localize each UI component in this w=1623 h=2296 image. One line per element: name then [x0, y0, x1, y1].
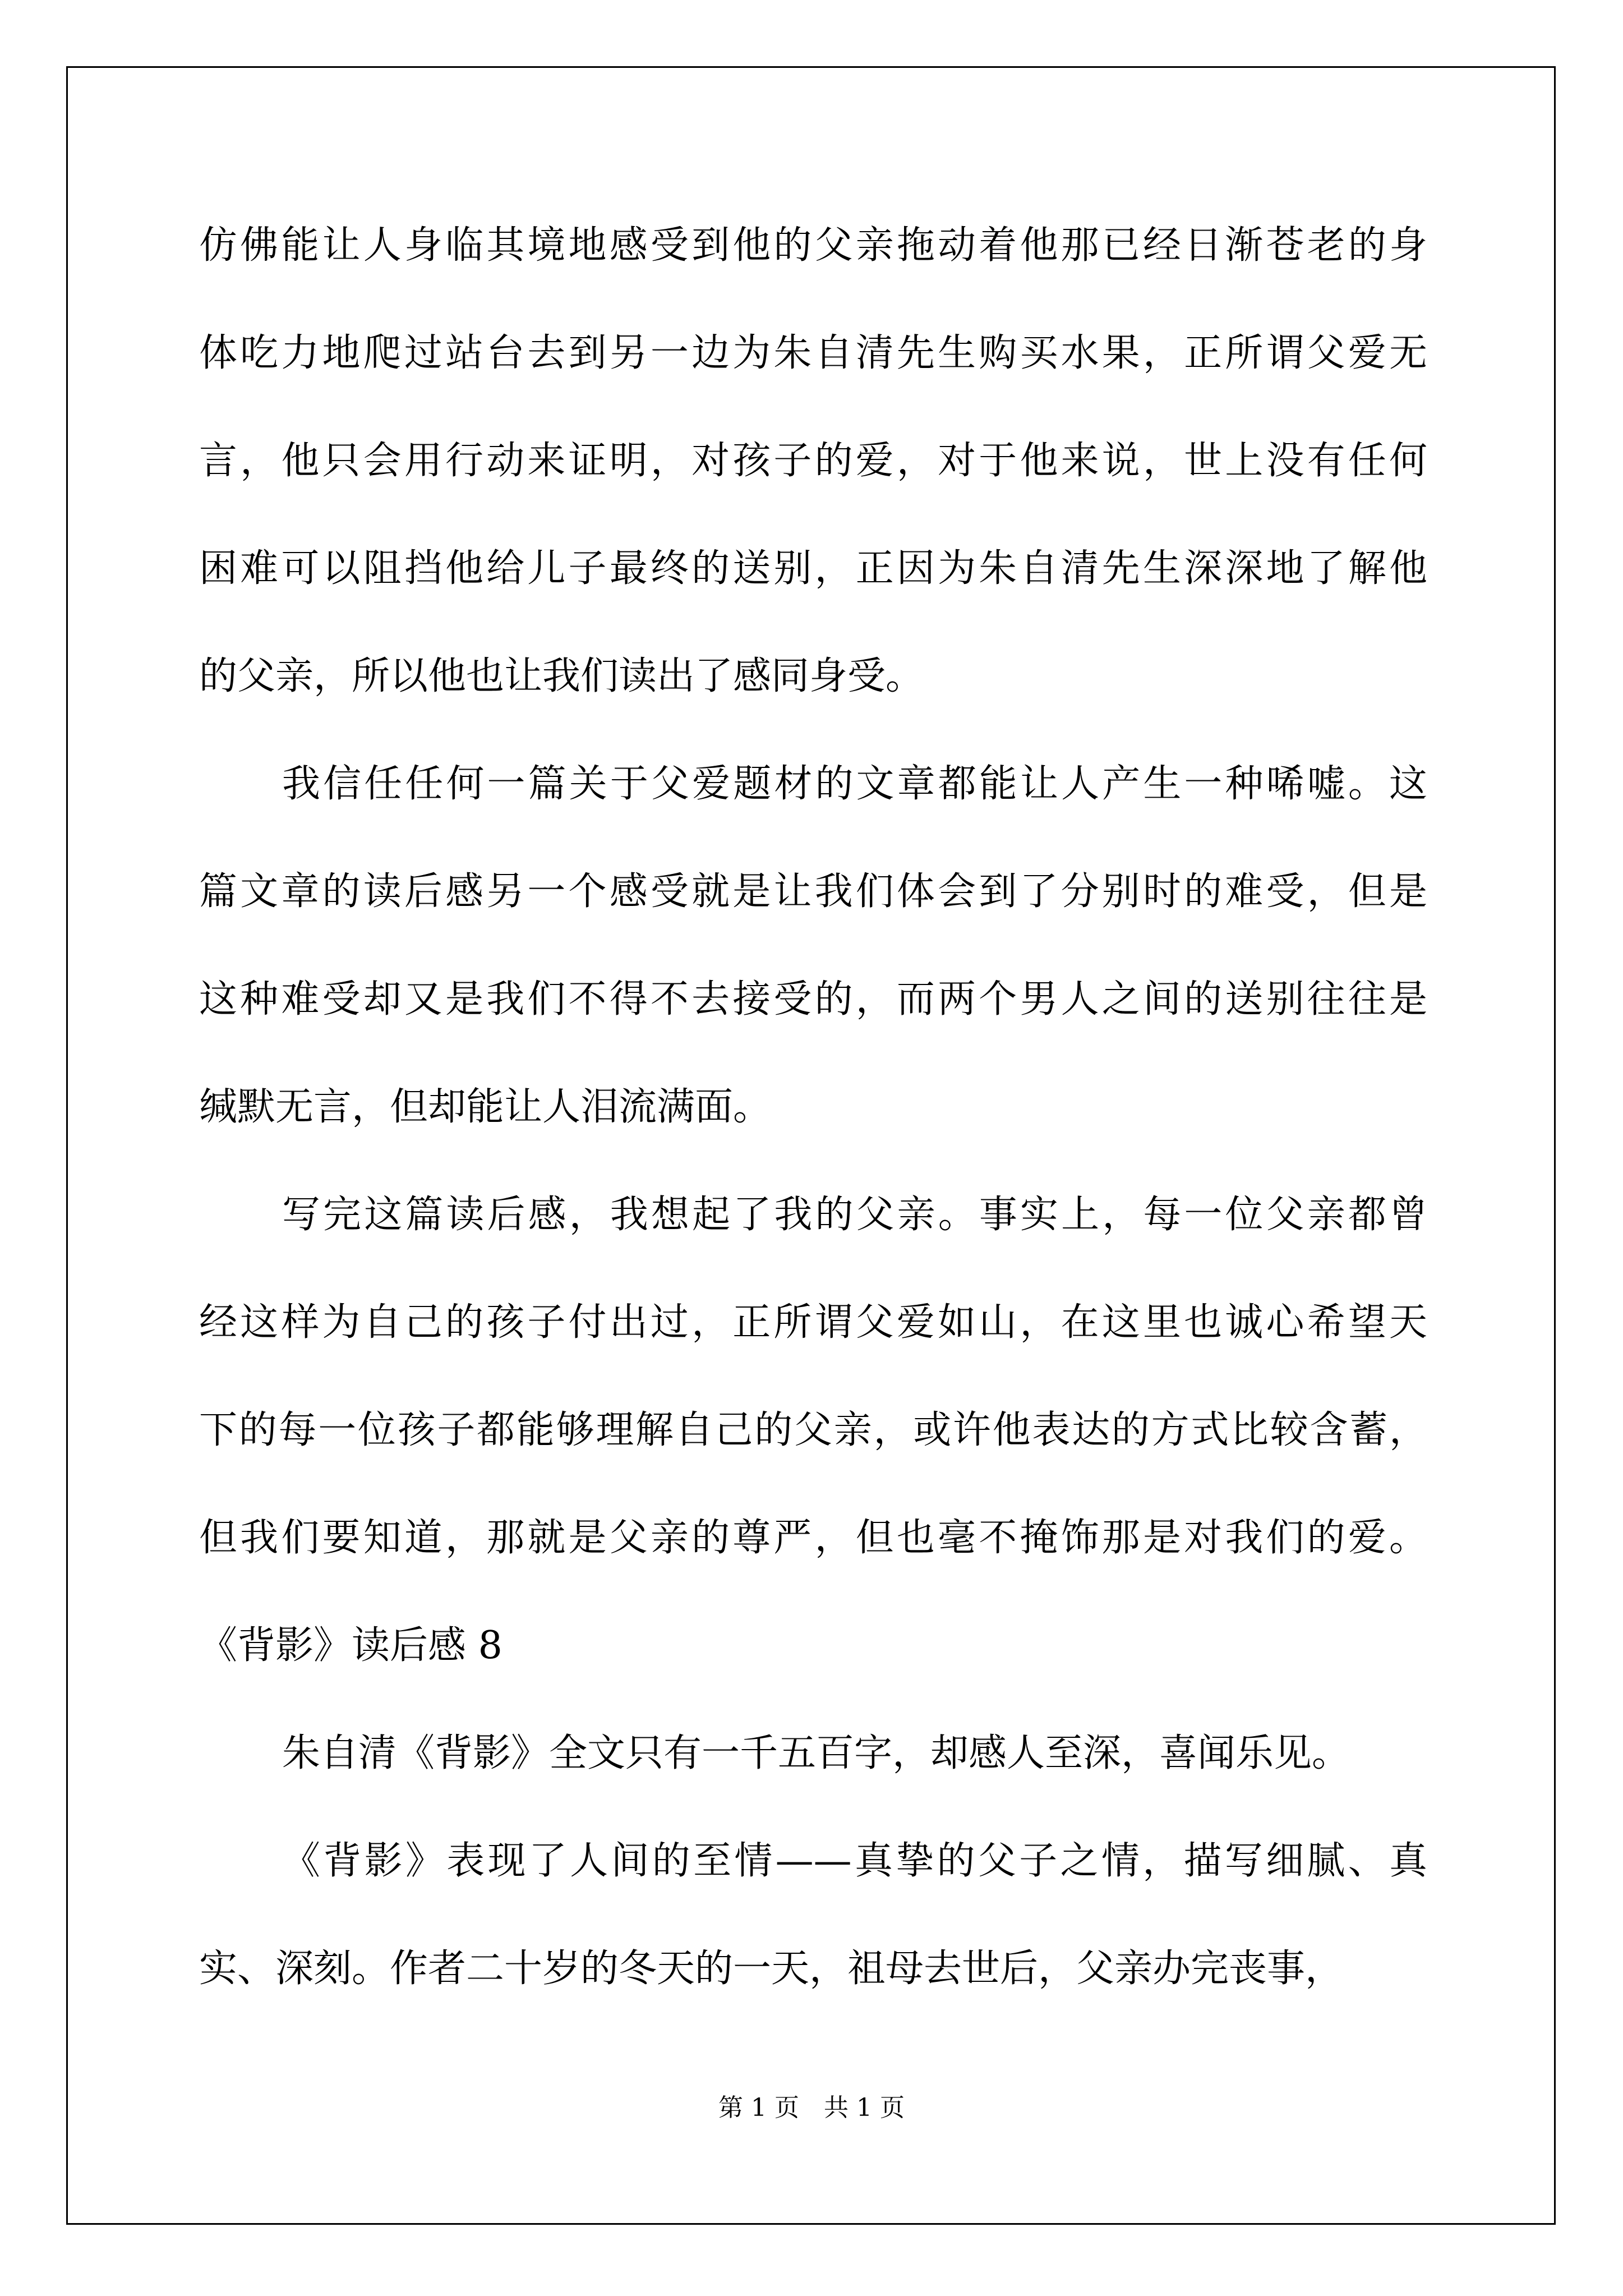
text-line: 困难可以阻挡他给儿子最终的送别，正因为朱自清先生深深地了解他 — [199, 546, 1427, 591]
section-heading: 《背影》读后感 8 — [199, 1623, 502, 1668]
text-line: 经这样为自己的孩子付出过，正所谓父爱如山，在这里也诚心希望天 — [199, 1300, 1427, 1345]
text-line: 仿佛能让人身临其境地感受到他的父亲拖动着他那已经日渐苍老的身 — [199, 223, 1427, 268]
text-line: 这种难受却又是我们不得不去接受的，而两个男人之间的送别往往是 — [199, 977, 1427, 1022]
text-line: 篇文章的读后感另一个感受就是让我们体会到了分别时的难受，但是 — [199, 869, 1427, 914]
text-line: 言，他只会用行动来证明，对孩子的爱，对于他来说，世上没有任何 — [199, 439, 1427, 483]
text-line: 但我们要知道，那就是父亲的尊严，但也毫不掩饰那是对我们的爱。 — [199, 1516, 1427, 1560]
paragraph-first-line: 《背影》表现了人间的至情——真挚的父子之情，描写细腻、真 — [282, 1839, 1427, 1883]
text-line: 下的每一位孩子都能够理解自己的父亲，或许他表达的方式比较含蓄， — [199, 1408, 1427, 1452]
paragraph-first-line: 朱自清《背影》全文只有一千五百字，却感人至深，喜闻乐见。 — [282, 1731, 1350, 1775]
paragraph-first-line: 我信任任何一篇关于父爱题材的文章都能让人产生一种唏嘘。这 — [282, 762, 1427, 806]
page-footer: 第 1 页 共 1 页 — [718, 2093, 905, 2122]
page-border — [66, 66, 1556, 2225]
text-line: 体吃力地爬过站台去到另一边为朱自清先生购买水果，正所谓父爱无 — [199, 331, 1427, 375]
text-line: 缄默无言，但却能让人泪流满面。 — [199, 1085, 772, 1129]
paragraph-first-line: 写完这篇读后感，我想起了我的父亲。事实上，每一位父亲都曾 — [282, 1193, 1427, 1237]
text-line: 实、深刻。作者二十岁的冬天的一天，祖母去世后，父亲办完丧事， — [199, 1947, 1344, 1991]
text-line: 的父亲，所以他也让我们读出了感同身受。 — [199, 654, 924, 698]
